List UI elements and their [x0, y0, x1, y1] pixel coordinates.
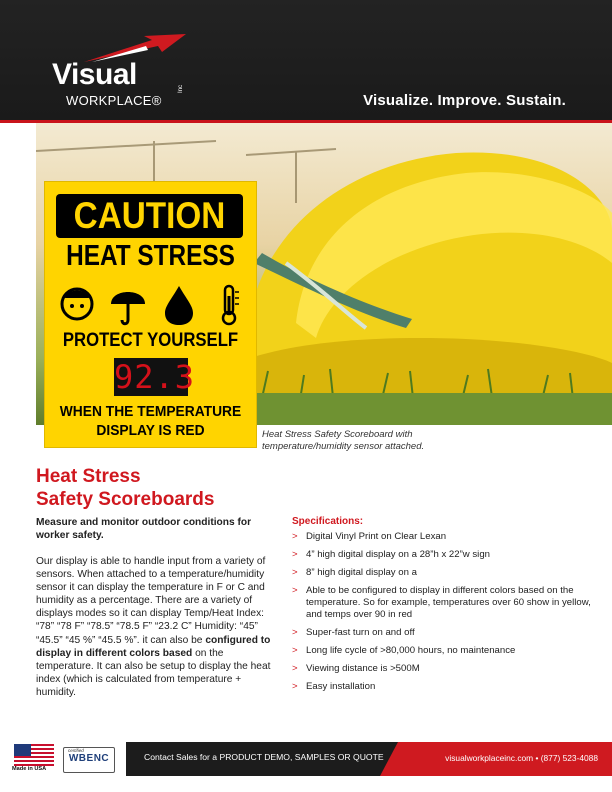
wbenc-name: WBENC	[68, 753, 110, 764]
spec-text: 4” high digital display on a 28”h x 22”w sign	[306, 549, 490, 560]
arrow-icon: >	[292, 663, 298, 674]
arrow-icon: >	[292, 645, 298, 656]
spec-text: Long life cycle of >80,000 hours, no maintenance	[306, 645, 516, 656]
arrow-icon: >	[292, 585, 298, 596]
sign-temperature-display	[114, 358, 196, 396]
wbenc-badge	[63, 747, 115, 773]
spec-text: Viewing distance is >500M	[306, 663, 420, 674]
sign-icons	[53, 282, 248, 326]
footer-website-phone[interactable]: visualworkplaceinc.com • (877) 523-4088	[445, 753, 598, 763]
spec-text: Easy installation	[306, 681, 376, 692]
arrow-icon: >	[292, 567, 298, 578]
footer-contact-band	[398, 742, 612, 776]
spec-text: 8” high digital display on a	[306, 567, 417, 578]
caption-line1: Heat Stress Safety Scoreboard with	[262, 429, 413, 440]
umbrella-icon	[111, 292, 145, 324]
spec-item	[292, 549, 592, 561]
sign-caution-text: CAUTION	[73, 195, 226, 236]
spec-item	[292, 663, 592, 675]
hardhat-icon	[62, 289, 92, 319]
sign-caution-banner	[56, 194, 243, 238]
spec-text: Super-fast turn on and off	[306, 627, 415, 638]
sign-protect-yourself: PROTECT YOURSELF	[62, 330, 239, 351]
image-caption	[262, 429, 482, 453]
caption-line2: temperature/humidity sensor attached.	[262, 441, 425, 452]
spec-item	[292, 627, 592, 639]
page-footer	[0, 742, 612, 776]
company-logo	[52, 34, 192, 114]
specifications-heading: Specifications:	[292, 516, 364, 527]
logo-wordmark: Visual	[52, 58, 137, 91]
caution-sign	[44, 181, 257, 448]
spec-item	[292, 531, 592, 543]
subheading: Measure and monitor outdoor conditions for worker safety.	[36, 517, 252, 541]
sign-heat-stress: HEAT STRESS	[66, 240, 235, 272]
spec-text: Digital Vinyl Print on Clear Lexan	[306, 531, 447, 542]
certification-badges	[0, 742, 126, 776]
thermometer-icon	[223, 286, 239, 324]
temperature-readout: 92.3	[114, 358, 196, 396]
made-in-usa-label: Made in USA	[12, 766, 47, 772]
body-part1: Our display is able to handle input from a variety of sensors. When attached to a temperature/humidity sensor it can display the temperature in F or C and humidity as a percentage. There are a variety of displays modes so it can display Temp/Heat Index: “78” “78 F” “78.5” “78.5 F” “23.2 C” Humidity: “45” “45.5” “45 %” “45.5 %”. it can also be	[36, 556, 266, 646]
spec-item	[292, 681, 592, 693]
specifications-list	[292, 531, 592, 693]
tagline: Visualize. Improve. Sustain.	[363, 92, 566, 109]
bottom-margin	[0, 776, 612, 792]
sign-warning-line1: WHEN THE TEMPERATURE	[59, 403, 242, 420]
sign-warning-text	[53, 402, 247, 440]
footer-contact: Contact Sales for a PRODUCT DEMO, SAMPLES OR QUOTE	[144, 752, 384, 762]
arrow-icon: >	[292, 627, 298, 638]
logo-inc: Inc	[178, 84, 184, 93]
arrow-icon: >	[292, 681, 298, 692]
spec-item	[292, 645, 592, 657]
body-part2: on the temperature. It can also be setup to display the heat index (which is calculated from temperature + humidity.	[36, 647, 271, 698]
arrow-icon: >	[292, 531, 298, 542]
arrow-icon: >	[292, 549, 298, 560]
spec-text: Able to be configured to display in different colors based on the temperature. So for example, temperatures over 60 show in yellow, and temps over 90 in red	[306, 585, 591, 620]
title-line2: Safety Scoreboards	[36, 489, 215, 510]
sign-warning-line2: DISPLAY IS RED	[96, 422, 205, 439]
body-paragraph	[36, 555, 278, 699]
page-title	[36, 465, 214, 511]
page-header	[0, 0, 612, 120]
wbenc-certified: certified	[68, 748, 84, 753]
spec-item	[292, 567, 592, 579]
water-drop-icon	[165, 286, 193, 325]
spec-item	[292, 585, 592, 621]
us-flag-icon	[14, 744, 54, 766]
title-line1: Heat Stress	[36, 466, 141, 487]
footer-wedge	[380, 742, 398, 776]
logo-subtitle: WORKPLACE®	[66, 93, 162, 108]
body-bold: configured to display in different colors based	[36, 634, 271, 659]
